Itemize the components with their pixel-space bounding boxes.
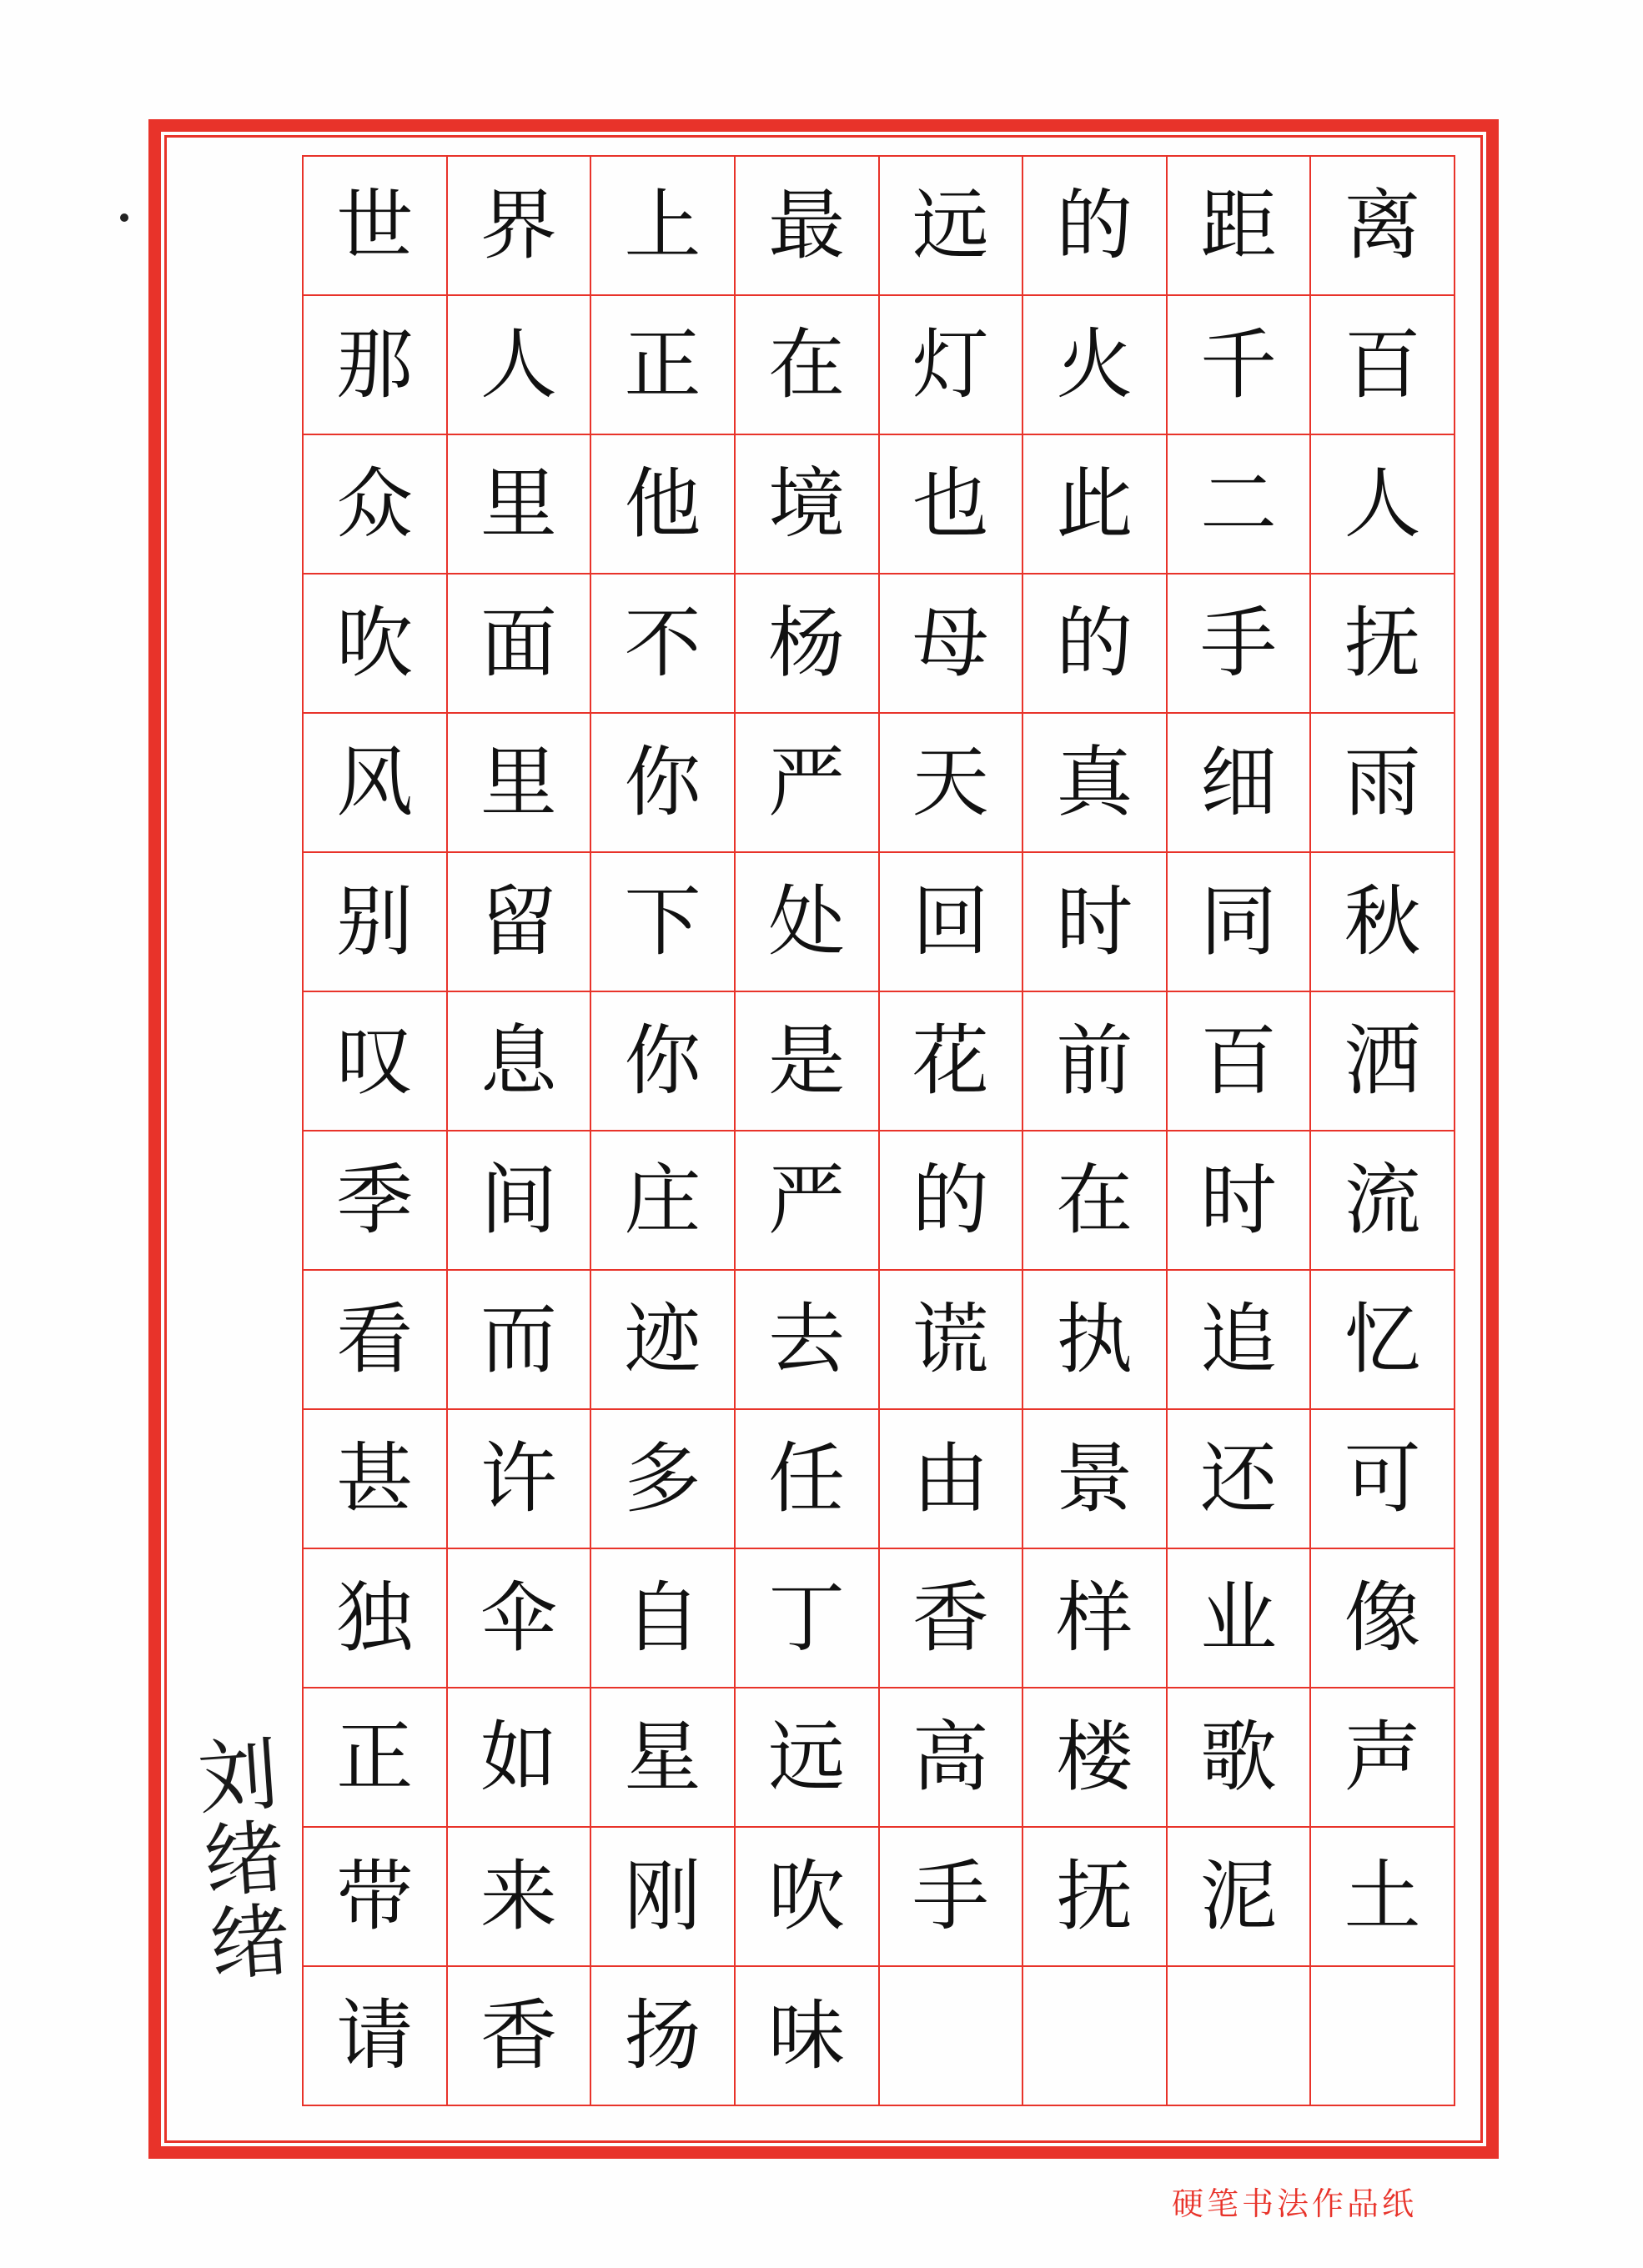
- grid-cell: 由: [880, 1410, 1024, 1549]
- grid-cell: 息: [448, 992, 592, 1131]
- grid-cell: 扬: [591, 1967, 736, 2106]
- grid-cell: 忆: [1311, 1271, 1455, 1410]
- grid-cell: 而: [448, 1271, 592, 1410]
- grid-cell: 带: [304, 1828, 448, 1967]
- grid-cell: 严: [736, 714, 880, 853]
- grid-cell: 香: [880, 1549, 1024, 1688]
- grid-cell: 最: [736, 157, 880, 296]
- grid-cell: 人: [1311, 435, 1455, 575]
- grid-cell: 你: [591, 714, 736, 853]
- grid-cell: 任: [736, 1410, 880, 1549]
- grid-cell: 星: [591, 1688, 736, 1828]
- grid-cell: 风: [304, 714, 448, 853]
- grid-cell: 还: [1168, 1410, 1312, 1549]
- grid-cell: 面: [448, 575, 592, 714]
- grid-cell: 独: [304, 1549, 448, 1688]
- grid-cell: 高: [880, 1688, 1024, 1828]
- grid-cell: 洒: [1311, 992, 1455, 1131]
- grid-cell: 同: [1168, 853, 1312, 992]
- grid-cell: 庄: [591, 1131, 736, 1271]
- grid-cell: 景: [1023, 1410, 1168, 1549]
- grid-cell: 细: [1168, 714, 1312, 853]
- grid-cell: 正: [304, 1688, 448, 1828]
- grid-cell: 严: [736, 1131, 880, 1271]
- grid-cell: 二: [1168, 435, 1312, 575]
- grid-cell: 花: [880, 992, 1024, 1131]
- grid-cell: 抚: [1311, 575, 1455, 714]
- grid-cell: 像: [1311, 1549, 1455, 1688]
- grid-cell: 雨: [1311, 714, 1455, 853]
- grid-cell: 他: [591, 435, 736, 575]
- grid-cell: 是: [736, 992, 880, 1131]
- grid-cell: 去: [736, 1271, 880, 1410]
- character-grid: [302, 155, 1455, 2106]
- grid-cell: 也: [880, 435, 1024, 575]
- grid-cell: 多: [591, 1410, 736, 1549]
- grid-cell: 甚: [304, 1410, 448, 1549]
- grid-cell: 秋: [1311, 853, 1455, 992]
- grid-cell: 千: [1168, 296, 1312, 435]
- grid-cell: 刚: [591, 1828, 736, 1967]
- grid-cell: 杨: [736, 575, 880, 714]
- grid-cell: 追: [1168, 1271, 1312, 1410]
- grid-cell: 母: [880, 575, 1024, 714]
- signature: 刘绪绪: [182, 1730, 294, 1988]
- grid-cell: 的: [880, 1131, 1024, 1271]
- grid-cell: 请: [304, 1967, 448, 2106]
- grid-cell: 上: [591, 157, 736, 296]
- grid-cell: 百: [1311, 296, 1455, 435]
- grid-cell: 看: [304, 1271, 448, 1410]
- grid-cell: 丁: [736, 1549, 880, 1688]
- grid-cell: 业: [1168, 1549, 1312, 1688]
- grid-cell: 别: [304, 853, 448, 992]
- grid-cell: 众: [304, 435, 448, 575]
- grid-cell: 远: [736, 1688, 880, 1828]
- grid-cell: 土: [1311, 1828, 1455, 1967]
- grid-cell: 手: [1168, 575, 1312, 714]
- grid-cell: 前: [1023, 992, 1168, 1131]
- grid-cell: 里: [448, 435, 592, 575]
- grid-cell: 伞: [448, 1549, 592, 1688]
- grid-cell: 处: [736, 853, 880, 992]
- grid-cell: 迹: [591, 1271, 736, 1410]
- grid-cell: 那: [304, 296, 448, 435]
- grid-cell: 不: [591, 575, 736, 714]
- grid-cell: 正: [591, 296, 736, 435]
- grid-cell: [1168, 1967, 1312, 2106]
- grid-cell: 离: [1311, 157, 1455, 296]
- ink-dot: [120, 213, 128, 222]
- grid-cell: 歌: [1168, 1688, 1312, 1828]
- grid-cell: 里: [448, 714, 592, 853]
- grid-cell: 吹: [304, 575, 448, 714]
- grid-cell: 真: [1023, 714, 1168, 853]
- grid-cell: 吹: [736, 1828, 880, 1967]
- grid-cell: 季: [304, 1131, 448, 1271]
- grid-cell: 界: [448, 157, 592, 296]
- grid-cell: 火: [1023, 296, 1168, 435]
- grid-cell: 此: [1023, 435, 1168, 575]
- grid-cell: 如: [448, 1688, 592, 1828]
- grid-cell: 样: [1023, 1549, 1168, 1688]
- grid-cell: 回: [880, 853, 1024, 992]
- grid-cell: 时: [1168, 1131, 1312, 1271]
- grid-cell: [1311, 1967, 1455, 2106]
- grid-cell: 留: [448, 853, 592, 992]
- grid-cell: 可: [1311, 1410, 1455, 1549]
- grid-cell: 许: [448, 1410, 592, 1549]
- grid-cell: 天: [880, 714, 1024, 853]
- grid-cell: 香: [448, 1967, 592, 2106]
- grid-cell: 谎: [880, 1271, 1024, 1410]
- grid-cell: 味: [736, 1967, 880, 2106]
- grid-cell: 时: [1023, 853, 1168, 992]
- grid-cell: 境: [736, 435, 880, 575]
- grid-cell: 声: [1311, 1688, 1455, 1828]
- grid-cell: 下: [591, 853, 736, 992]
- grid-cell: 的: [1023, 157, 1168, 296]
- grid-cell: 距: [1168, 157, 1312, 296]
- grid-cell: 手: [880, 1828, 1024, 1967]
- grid-cell: 人: [448, 296, 592, 435]
- grid-cell: 在: [736, 296, 880, 435]
- grid-cell: 世: [304, 157, 448, 296]
- grid-cell: [1023, 1967, 1168, 2106]
- grid-cell: 百: [1168, 992, 1312, 1131]
- paper-type-label: 硬笔书法作品纸: [1172, 2185, 1418, 2222]
- grid-cell: 叹: [304, 992, 448, 1131]
- grid-cell: 执: [1023, 1271, 1168, 1410]
- grid-cell: 流: [1311, 1131, 1455, 1271]
- grid-cell: 在: [1023, 1131, 1168, 1271]
- grid-cell: 抚: [1023, 1828, 1168, 1967]
- grid-cell: 来: [448, 1828, 592, 1967]
- grid-cell: 灯: [880, 296, 1024, 435]
- grid-cell: 自: [591, 1549, 736, 1688]
- grid-cell: 你: [591, 992, 736, 1131]
- grid-cell: 远: [880, 157, 1024, 296]
- grid-cell: 楼: [1023, 1688, 1168, 1828]
- grid-cell: 泥: [1168, 1828, 1312, 1967]
- grid-cell: 的: [1023, 575, 1168, 714]
- grid-cell: 间: [448, 1131, 592, 1271]
- grid-cell: [880, 1967, 1024, 2106]
